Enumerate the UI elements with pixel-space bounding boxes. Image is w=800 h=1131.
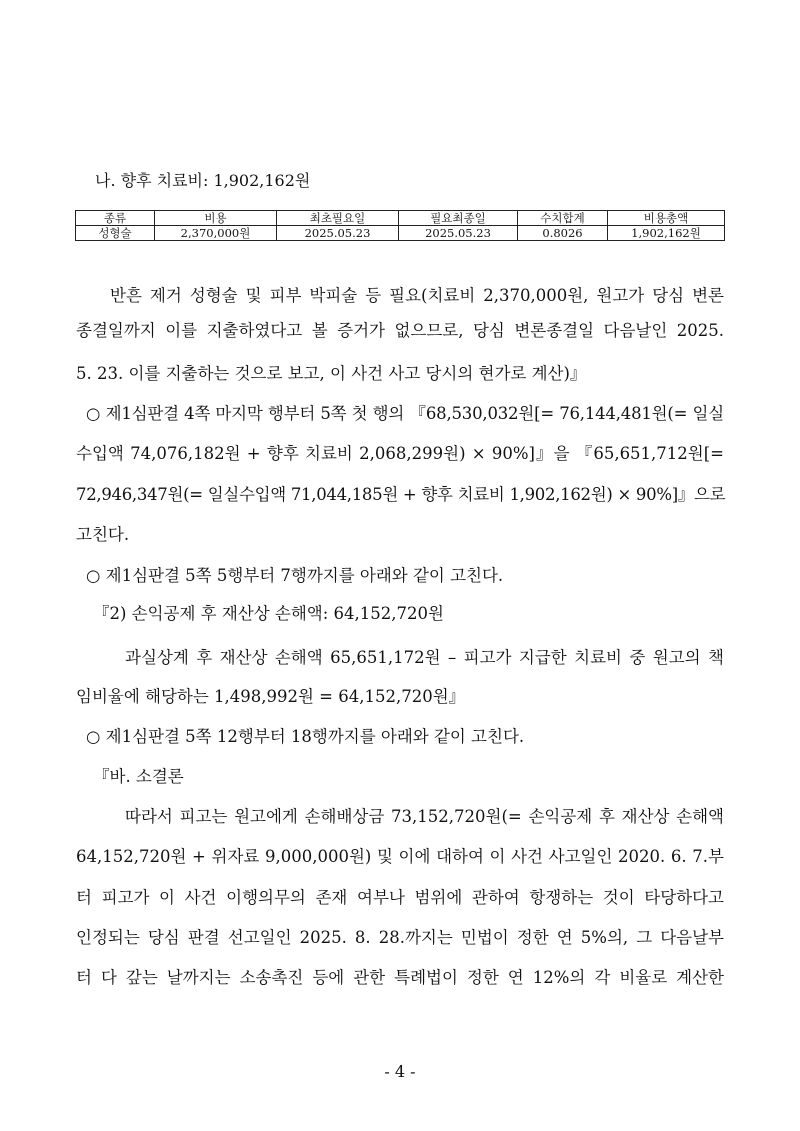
table-cell: 2025.05.23 <box>399 226 518 241</box>
table-cell: 1,902,162원 <box>608 226 725 241</box>
body-text-line: 반흔 제거 성형술 및 피부 박피술 등 필요(치료비 2,370,000원, 원고가 당심 변론 <box>110 286 724 305</box>
body-text-line: 수입액 74,076,182원 + 향후 치료비 2,068,299원) × 90%]』을 『65,651,712원[= <box>76 444 724 463</box>
table-header-cell: 비용총액 <box>608 211 725 226</box>
table-header-cell: 필요최종일 <box>399 211 518 226</box>
table-cell: 2025.05.23 <box>277 226 399 241</box>
table-row <box>76 226 725 241</box>
bullet-item: ○ 제1심판결 5쪽 5행부터 7행까지를 아래와 같이 고친다. <box>86 566 504 585</box>
table-header-cell: 최초필요일 <box>277 211 399 226</box>
body-text-line: 72,946,347원(= 일실수입액 71,044,185원 + 향후 치료비 1,902,162원) × 90%]』으로 <box>76 485 726 504</box>
body-text-line: 임비율에 해당하는 1,498,992원 = 64,152,720원』 <box>76 687 466 706</box>
table-header-cell: 수치합계 <box>518 211 608 226</box>
body-text-line: 따라서 피고는 원고에게 손해배상금 73,152,720원(= 손익공제 후 재산상 손해액 <box>125 807 724 826</box>
body-text-line: 5. 23. 이를 지출하는 것으로 보고, 이 사건 사고 당시의 현가로 계산)』 <box>76 364 587 383</box>
page-number: - 4 - <box>384 1062 416 1081</box>
table-header-cell: 종류 <box>76 211 155 226</box>
table-cell: 성형술 <box>76 226 155 241</box>
quoted-subheading: 『바. 소결론 <box>93 767 184 786</box>
body-text-line: 터 피고가 이 사건 이행의무의 존재 여부나 범위에 관하여 항쟁하는 것이 타당하다고 <box>76 888 724 907</box>
table-header-row <box>76 211 725 226</box>
treatment-cost-table <box>75 210 725 241</box>
bullet-item: ○ 제1심판결 4쪽 마지막 행부터 5쪽 첫 행의 『68,530,032원[= 76,144,481원(= 일실 <box>86 404 724 423</box>
body-text-line: 64,152,720원 + 위자료 9,000,000원) 및 이에 대하여 이 사건 사고일인 2020. 6. 7.부 <box>76 847 724 866</box>
body-text-line: 터 다 갚는 날까지는 소송촉진 등에 관한 특례법이 정한 연 12%의 각 비율로 계산한 <box>76 968 724 987</box>
table-cell: 2,370,000원 <box>155 226 277 241</box>
body-text-line: 과실상계 후 재산상 손해액 65,651,172원 – 피고가 지급한 치료비 중 원고의 책 <box>125 648 724 667</box>
table-header-cell: 비용 <box>155 211 277 226</box>
body-text-line: 고친다. <box>76 525 130 544</box>
bullet-item: ○ 제1심판결 5쪽 12행부터 18행까지를 아래와 같이 고친다. <box>86 727 525 746</box>
quoted-subheading: 『2) 손익공제 후 재산상 손해액: 64,152,720원 <box>93 604 444 623</box>
body-text-line: 인정되는 당심 판결 선고일인 2025. 8. 28.까지는 민법이 정한 연 5%의, 그 다음날부 <box>76 928 724 947</box>
body-text-line: 종결일까지 이를 지출하였다고 볼 증거가 없으므로, 당심 변론종결일 다음날인 2025. <box>76 321 724 340</box>
section-heading: 나. 향후 치료비: 1,902,162원 <box>95 171 311 190</box>
table-cell: 0.8026 <box>518 226 608 241</box>
